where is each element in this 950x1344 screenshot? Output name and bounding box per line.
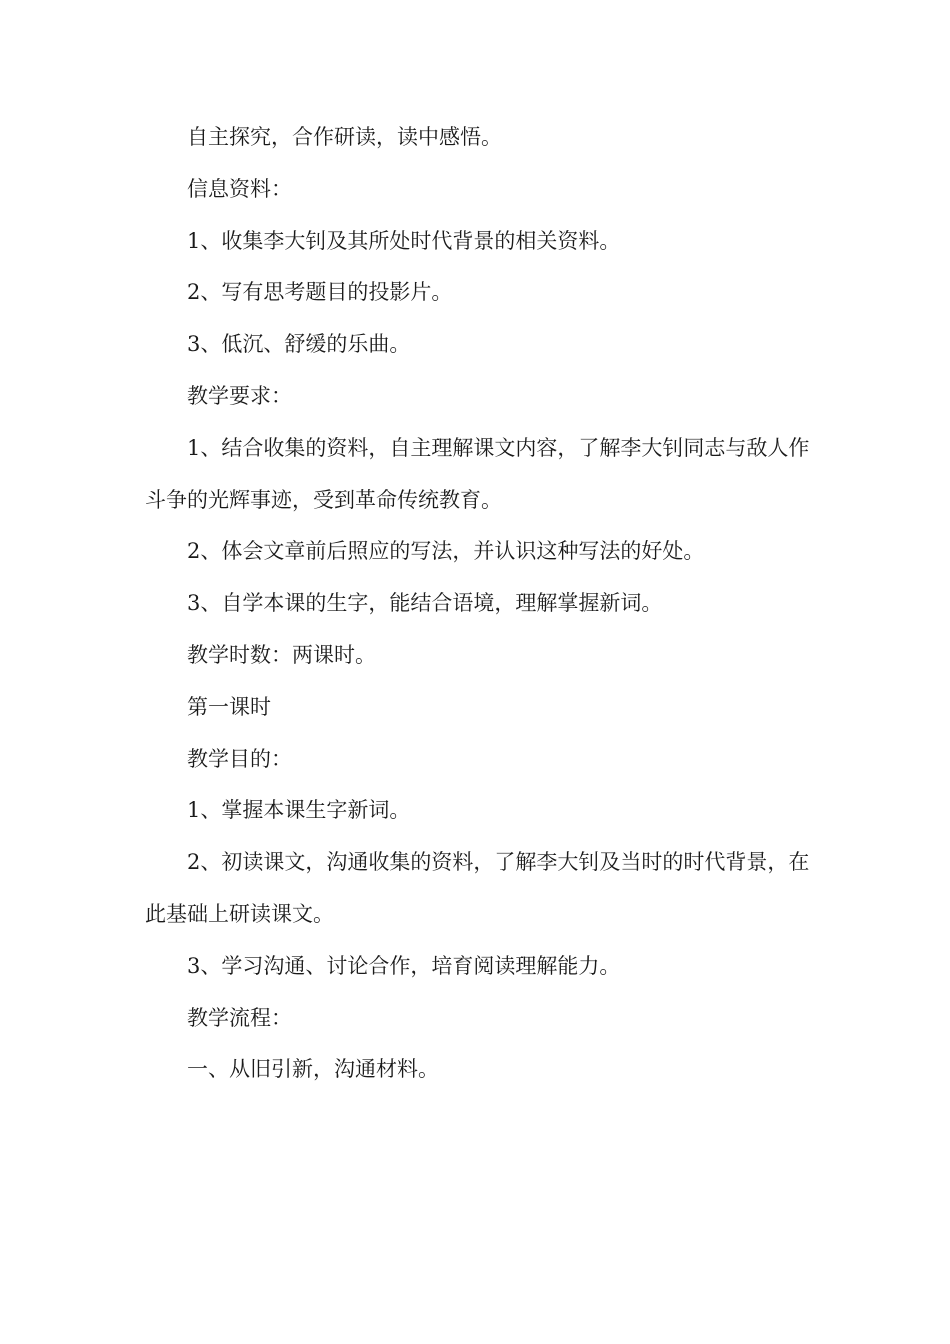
paragraph-requirement-3: 3、自学本课的生字，能结合语境，理解掌握新词。 — [187, 591, 663, 616]
paragraph-method: 自主探究，合作研读，读中感悟。 — [187, 125, 502, 149]
paragraph-objectives-heading: 教学目的： — [187, 746, 292, 771]
paragraph-process-step-1: 一、从旧引新，沟通材料。 — [187, 1057, 439, 1082]
paragraph-requirement-2: 2、体会文章前后照应的写法，并认识这种写法的好处。 — [187, 539, 705, 564]
paragraph-resources-heading: 信息资料： — [187, 176, 292, 201]
document-body — [145, 112, 810, 1096]
paragraph-resource-1: 1、收集李大钊及其所处时代背景的相关资料。 — [187, 228, 621, 253]
paragraph-resource-2: 2、写有思考题目的投影片。 — [187, 280, 453, 305]
paragraph-objective-2: 2、初读课文，沟通收集的资料，了解李大钊及当时的时代背景，在此基础上研读课文。 — [145, 850, 810, 926]
paragraph-objective-1: 1、掌握本课生字新词。 — [187, 798, 411, 823]
paragraph-class-hours: 教学时数：两课时。 — [187, 642, 376, 667]
paragraph-first-lesson: 第一课时 — [187, 694, 271, 719]
paragraph-resource-3: 3、低沉、舒缓的乐曲。 — [187, 332, 411, 357]
paragraph-requirement-1: 1、结合收集的资料，自主理解课文内容，了解李大钊同志与敌人作斗争的光辉事迹，受到革命传统教育。 — [145, 435, 810, 512]
paragraph-objective-3: 3、学习沟通、讨论合作，培育阅读理解能力。 — [187, 953, 621, 978]
paragraph-process-heading: 教学流程： — [187, 1005, 292, 1030]
paragraph-requirements-heading: 教学要求： — [187, 383, 292, 408]
